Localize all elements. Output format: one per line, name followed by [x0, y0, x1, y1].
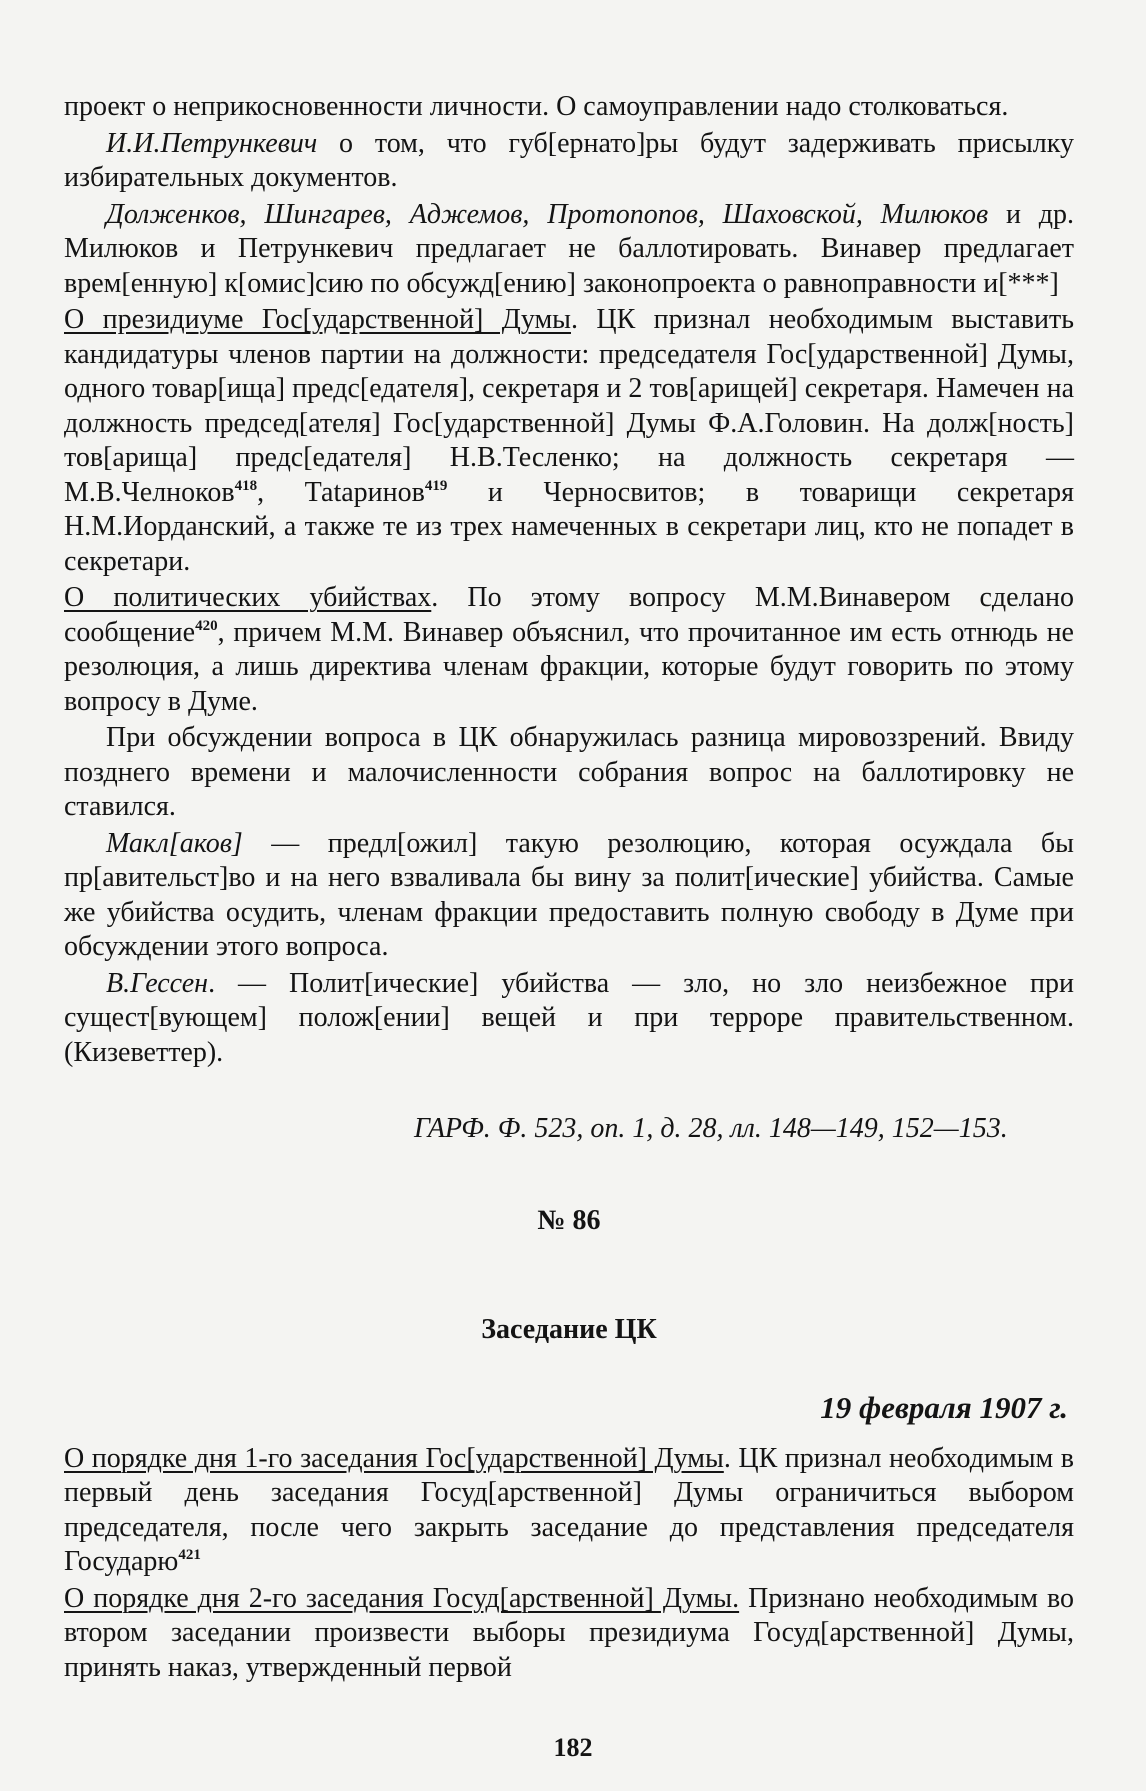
paragraph-9-text: . ЦК признал необходимым в первый день заседания Госуд[арственной] Думы ограничиться выбором председателя, после чего закрыть заседание до представления председателя Государю — [64, 1442, 1074, 1577]
paragraph-4 — [64, 303, 1074, 579]
paragraph-5 — [64, 581, 1074, 719]
paragraph-3-text: и др. Милюков и Петрункевич предлагает не баллотировать. Винавер предлагает врем[енную] к[омис]сию по обсужд[ению] законопроекта о равноправности и[***] — [64, 198, 1074, 299]
speaker-name: Макл[аков] — [106, 827, 243, 859]
paragraph-10-text: Признано необходимым во втором заседании произвести выборы президиума Госуд[арственной] Думы, принять наказ, утвержденный первой — [64, 1582, 1074, 1683]
paragraph-1-text: проект о неприкосновенности личности. О самоуправлении надо столковаться. — [64, 91, 1009, 122]
paragraph-10 — [64, 1582, 1074, 1686]
paragraph-3 — [64, 198, 1074, 302]
paragraph-7-text: — предл[ожил] такую резолюцию, которая осуждала бы пр[авительст]во и на него взваливала бы вину за полит[ические] убийства. Самые же убийства осудить, членам фракции предоставить полную свободу в Думе при обсуждении этого вопроса. — [64, 827, 1074, 962]
document-title: Заседание ЦК — [481, 1313, 657, 1345]
footnote-ref-421: 421 — [178, 1547, 201, 1563]
paragraph-6 — [64, 721, 1074, 825]
page-number: 182 — [553, 1733, 593, 1762]
footnote-ref-418: 418 — [234, 477, 258, 494]
paragraph-7 — [64, 827, 1074, 965]
paragraph-4-text-a: . ЦК признал необходимым выставить кандидатуры членов партии на должности: председателя Гос[ударственной] Думы, одного товар[ища] предс[едателя], секретаря и 2 тов[арищей] секретаря. Намечен на должность председ[ателя] Гос[ударственной] Думы Ф.А.Головин. На долж[ность] тов[арища] предс[едателя] Н.В.Тесленко; на должность секретаря — М.В.Челноков — [64, 304, 1074, 508]
document-date: 19 февраля 1907 г. — [820, 1390, 1068, 1425]
speaker-name: В.Гессен — [106, 967, 209, 999]
paragraph-5-text-b: , причем М.М. Винавер объяснил, что прочитанное им есть отнюдь не резолюция, а лишь директива членам фракции, которые будут говорить по этому вопросу в Думе. — [64, 616, 1074, 717]
paragraph-9 — [64, 1442, 1074, 1580]
archive-source-citation: ГАРФ. Ф. 523, оп. 1, д. 28, лл. 148—149, 152—153. — [414, 1113, 1008, 1144]
speaker-names: Долженков, Шингарев, Аджемов, Протопопов, Шаховской, Милюков — [106, 198, 989, 230]
section-heading-second-session: О порядке дня 2-го заседания Госуд[арственной] Думы. — [64, 1582, 740, 1614]
text-column — [64, 90, 1074, 1687]
speaker-name: И.И.Петрункевич — [106, 127, 318, 159]
section-heading-political-murders: О политических убийствах — [64, 582, 432, 613]
paragraph-6-text: При обсуждении вопроса в ЦК обнаружилась разница мировоззрений. Ввиду позднего времени и малочисленности собрания вопрос на баллотировку не ставился. — [64, 722, 1074, 822]
footnote-ref-419: 419 — [424, 477, 448, 494]
paragraph-8 — [64, 967, 1074, 1071]
section-heading-presidium: О президиуме Гос[ударственной] Думы — [64, 304, 571, 335]
paragraph-4-text-b: , Таtаринов — [257, 476, 425, 508]
paragraph-2 — [64, 127, 1074, 196]
paragraph-4-text-c: и Черносвитов; в товарищи секретаря Н.М.Иорданский, а также те из трех намеченных в секретари лиц, кто не попадет в секретари. — [64, 476, 1074, 577]
paragraph-8-text: . — Полит[ические] убийства — зло, но зло неизбежное при сущест[вующем] полож[ении] вещей и при терроре правительственном. (Кизеветтер). — [64, 967, 1074, 1068]
paragraph-2-text: о том, что губ[ернато]ры будут задерживать присылку избирательных документов. — [64, 127, 1074, 193]
footnote-ref-420: 420 — [195, 617, 218, 634]
document-number: № 86 — [537, 1205, 601, 1236]
paragraph-5-text-a: . По этому вопросу М.М.Винавером сделано сообщение — [64, 582, 1074, 648]
section-heading-first-session: О порядке дня 1-го заседания Гос[ударственной] Думы — [64, 1442, 724, 1474]
paragraph-1 — [64, 90, 1074, 125]
